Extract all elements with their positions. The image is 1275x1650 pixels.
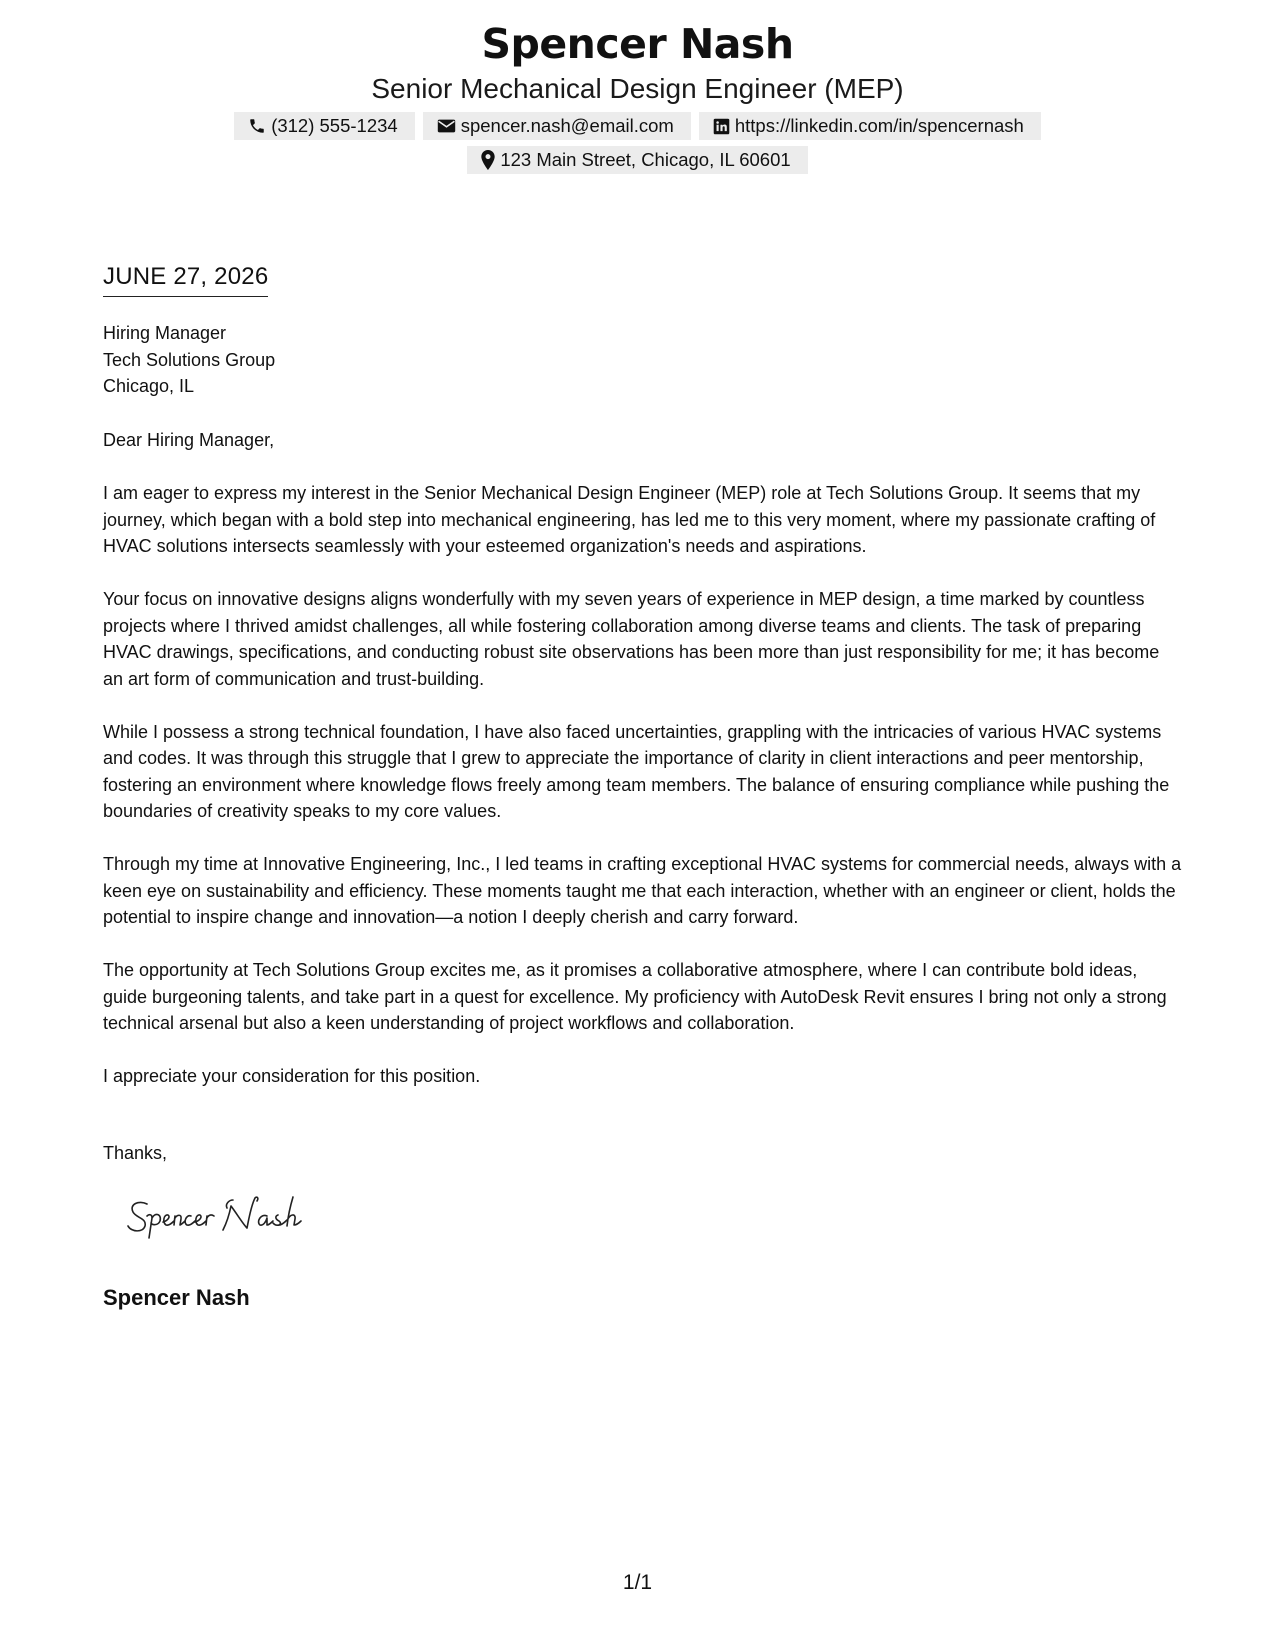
email-text: spencer.nash@email.com xyxy=(460,115,674,136)
paragraph: Your focus on innovative designs aligns wonderfully with my seven years of experience in MEP design, a time marked by countless projects where I thrived amidst challenges, all while fostering collaboration among diverse teams and clients. The task of preparing HVAC drawings, specifications, and conducting robust site observations has been more than just responsibility for me; it has become an art form of communication and trust-building. xyxy=(103,589,1160,689)
signer-name: Spencer Nash xyxy=(103,1285,250,1310)
salutation: Dear Hiring Manager, xyxy=(103,430,275,450)
recipient-title: Hiring Manager xyxy=(103,323,227,343)
recipient-location: Chicago, IL xyxy=(103,376,195,396)
linkedin-icon xyxy=(713,118,730,135)
paragraph: While I possess a strong technical foundation, I have also faced uncertainties, grappling with the intricacies of various HVAC systems and codes. It was through this struggle that I grew to appreciate the importance of clarity in client interactions and peer mentorship, fostering an environment where knowledge flows freely among team members. The balance of ensuring compliance while pushing the boundaries of creativity speaks to my core values. xyxy=(103,721,1170,821)
closing: Thanks, xyxy=(103,1143,168,1163)
phone-text: (312) 555-1234 xyxy=(271,115,398,136)
map-pin-icon xyxy=(481,150,495,170)
contact-email[interactable] xyxy=(423,112,691,140)
contact-row xyxy=(0,112,1275,140)
handwritten-signature xyxy=(125,1192,345,1242)
letter-header xyxy=(0,18,1275,174)
applicant-name: Spencer Nash xyxy=(481,20,794,68)
paragraph: The opportunity at Tech Solutions Group excites me, as it promises a collaborative atmosphere, where I can contribute bold ideas, guide burgeoning talents, and take part in a quest for excellence. My proficiency with AutoDesk Revit ensures I bring not only a strong technical arsenal but also a keen understanding of project workflows and collaboration. xyxy=(103,960,1167,1033)
paragraph: Through my time at Innovative Engineering, Inc., I led teams in crafting exceptional HVAC systems for commercial needs, always with a keen eye on sustainability and efficiency. These moments taught me that each interaction, whether with an engineer or client, holds the potential to inspire change and innovation—a notion I deeply cherish and carry forward. xyxy=(103,854,1182,927)
envelope-icon xyxy=(437,118,456,134)
contact-address xyxy=(467,146,807,174)
recipient-company: Tech Solutions Group xyxy=(103,349,276,370)
applicant-role: Senior Mechanical Design Engineer (MEP) xyxy=(371,73,904,104)
address-text: 123 Main Street, Chicago, IL 60601 xyxy=(500,149,791,170)
contact-linkedin[interactable] xyxy=(699,112,1041,140)
paragraph: I am eager to express my interest in the Senior Mechanical Design Engineer (MEP) role at Tech Solutions Group. It seems that my journey, which began with a bold step into mechanical engineering, has led me to this very moment, where my passionate crafting of HVAC solutions intersects seamlessly with your esteemed organization's needs and aspirations. xyxy=(103,483,1156,556)
letter-body xyxy=(103,427,1183,1116)
phone-icon xyxy=(248,117,266,135)
recipient-block xyxy=(103,320,275,400)
paragraph: I appreciate your consideration for this position. xyxy=(103,1066,481,1086)
contact-phone[interactable] xyxy=(234,112,415,140)
linkedin-text: https://linkedin.com/in/spencernash xyxy=(734,115,1024,136)
page-number: 1/1 xyxy=(622,1571,653,1594)
letter-date: JUNE 27, 2026 xyxy=(103,262,268,297)
contact-row-address xyxy=(0,146,1275,174)
